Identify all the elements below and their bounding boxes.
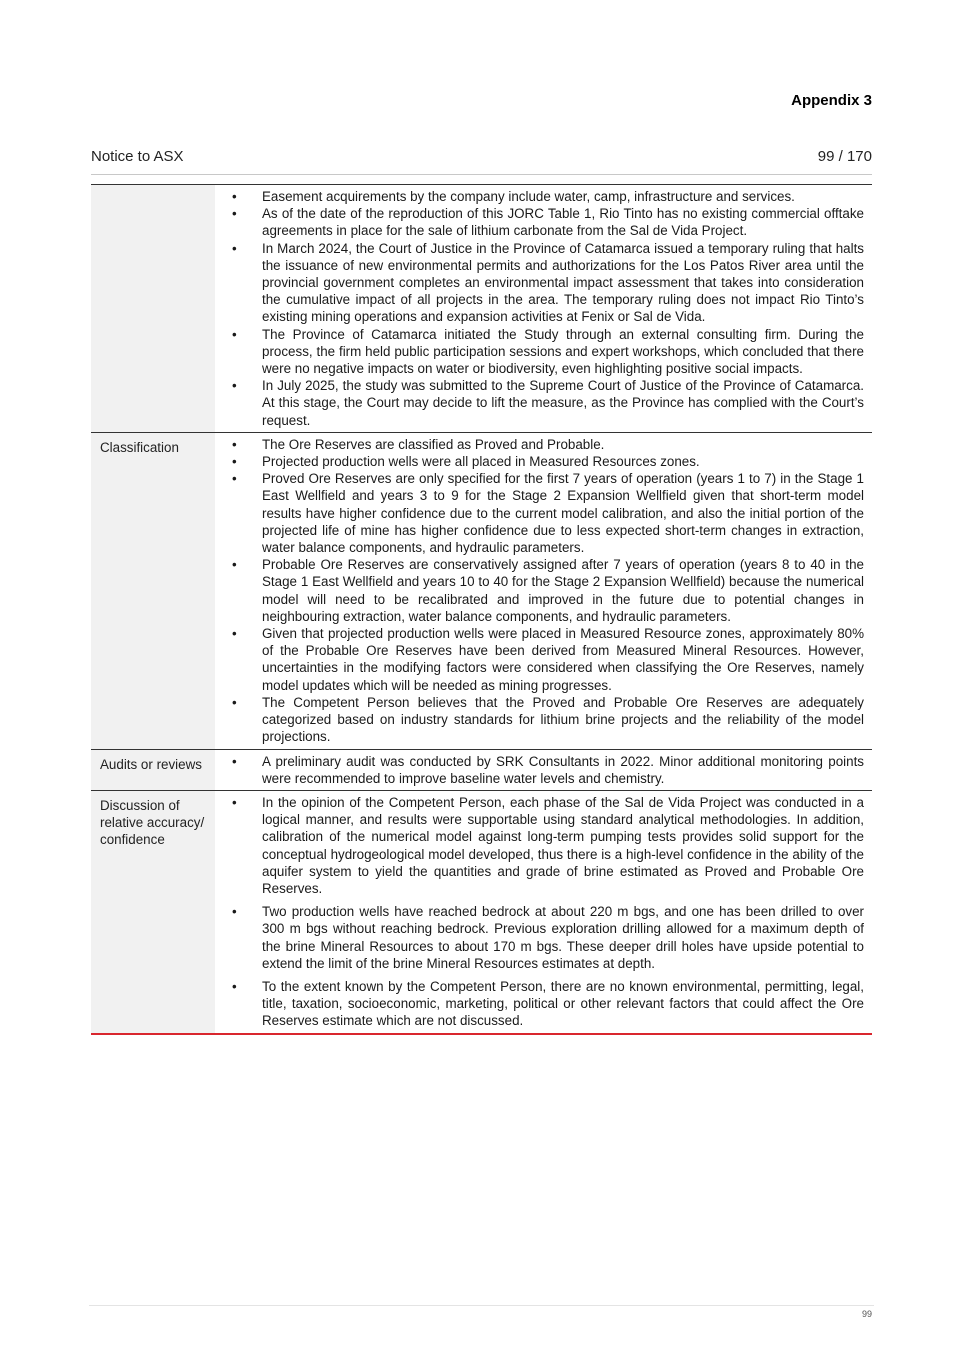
list-item: • Two production wells have reached bedrock at about 220 m bgs, and one has been drilled to over 300 m bgs without reaching bedrock. Previous exploration drilling allowed for a maximum depth of the brine Mineral Resources to about 170 m bgs. These deeper drill holes have upside potential to extend the limit of the brine Mineral Resources estimates at depth.	[215, 903, 864, 972]
list-item: • Projected production wells were all placed in Measured Resources zones.	[215, 453, 864, 470]
document-title: Notice to ASX	[91, 148, 184, 165]
row-label: Classification	[91, 432, 215, 749]
list-item: • As of the date of the reproduction of this JORC Table 1, Rio Tinto has no existing commercial offtake agreements in place for the sale of lithium carbonate from the Sal de Vida Project.	[215, 205, 864, 239]
list-item: • The Competent Person believes that the Proved and Probable Ore Reserves are adequately categorized based on industry standards for lithium brine projects and the reliability of the model projections.	[215, 694, 864, 746]
list-item: • To the extent known by the Competent Person, there are no known environmental, permitting, legal, title, taxation, socioeconomic, marketing, political or other relevant factors that could affect the Ore Reserves estimate which are not discussed.	[215, 978, 864, 1030]
list-item: • In July 2025, the study was submitted to the Supreme Court of Justice of the Province of Catamarca. At this stage, the Court may decide to lift the measure, as the Province has complied with the Court’s request.	[215, 377, 864, 429]
list-item: • In the opinion of the Competent Person, each phase of the Sal de Vida Project was conducted in a logical manner, and results were supportable using standard analytical methodologies. In addition, calibration of the numerical model against long-term pumping tests provides solid support for the conceptual hydrogeological model developed, thus there is a high-level confidence in the ability of the aquifer system to yield the quantities and grade of brine estimated as Proved and Probable Ore Reserves.	[215, 794, 864, 897]
row-content	[215, 432, 872, 749]
list-item: • Probable Ore Reserves are conservatively assigned after 7 years of operation (years 8 to 40 in the Stage 1 East Wellfield and years 10 to 40 for the Stage 2 Expansion Wellfield) because the numerical model will need to be recalibrated and improved in the future due to potential changes in neighbouring extraction, water balance components, and hydraulic parameters.	[215, 556, 864, 625]
appendix-title: Appendix 3	[791, 92, 872, 109]
list-item: • Given that projected production wells were placed in Measured Resource zones, approximately 80% of the Probable Ore Reserves have been derived from Measured Mineral Resources. However, uncertainties in the modifying factors were considered when classifying the Ore Reserves, namely model updates which will be needed as mining progresses.	[215, 625, 864, 694]
row-label: Audits or reviews	[91, 749, 215, 790]
list-item: • In March 2024, the Court of Justice in the Province of Catamarca issued a temporary ruling that halts the issuance of new environmental permits and authorizations for the Los Patos River area until the provincial government completes an environmental impact assessment that takes into consideration the cumulative impact of all projects in the area. The temporary ruling does not impact Rio Tinto’s existing mining operations and expansion activities at Fenix or Sal de Vida.	[215, 240, 864, 326]
page-number: 99	[861, 1309, 872, 1319]
bullet-list	[215, 794, 864, 1030]
bullet-list	[215, 188, 864, 429]
row-label	[91, 185, 215, 433]
row-content	[215, 790, 872, 1033]
page-counter: 99 / 170	[817, 148, 872, 165]
page-header	[91, 148, 872, 165]
list-item: • The Ore Reserves are classified as Proved and Probable.	[215, 436, 864, 453]
list-item: • Proved Ore Reserves are only specified for the first 7 years of operation (years 1 to 7) in the Stage 1 East Wellfield and years 3 to 9 for the Stage 2 Expansion Wellfield given that short-term model results have higher confidence due to the current model calibration, and also the initial portion of the projected life of mine has higher confidence due to less expected short-term changes in extraction, water balance components, and hydraulic parameters.	[215, 470, 864, 556]
table-row	[91, 790, 872, 1033]
bullet-list	[215, 436, 864, 746]
row-label: Discussion of relative accuracy/ confidence	[91, 790, 215, 1033]
list-item: • A preliminary audit was conducted by SRK Consultants in 2022. Minor additional monitoring points were recommended to improve baseline water levels and chemistry.	[215, 753, 864, 787]
row-content	[215, 749, 872, 790]
list-item: • Easement acquirements by the company include water, camp, infrastructure and services.	[215, 188, 864, 205]
table-row	[91, 749, 872, 790]
header-divider	[91, 174, 872, 175]
jorc-table	[91, 184, 872, 1035]
bullet-list	[215, 753, 864, 787]
table-row	[91, 185, 872, 433]
row-content	[215, 185, 872, 433]
table-row	[91, 432, 872, 749]
list-item: • The Province of Catamarca initiated the Study through an external consulting firm. During the process, the firm held public participation sessions and expert workshops, which concluded that there were no negative impacts on water or biodiversity, even highlighting positive social impacts.	[215, 326, 864, 378]
footer-divider	[89, 1305, 874, 1306]
